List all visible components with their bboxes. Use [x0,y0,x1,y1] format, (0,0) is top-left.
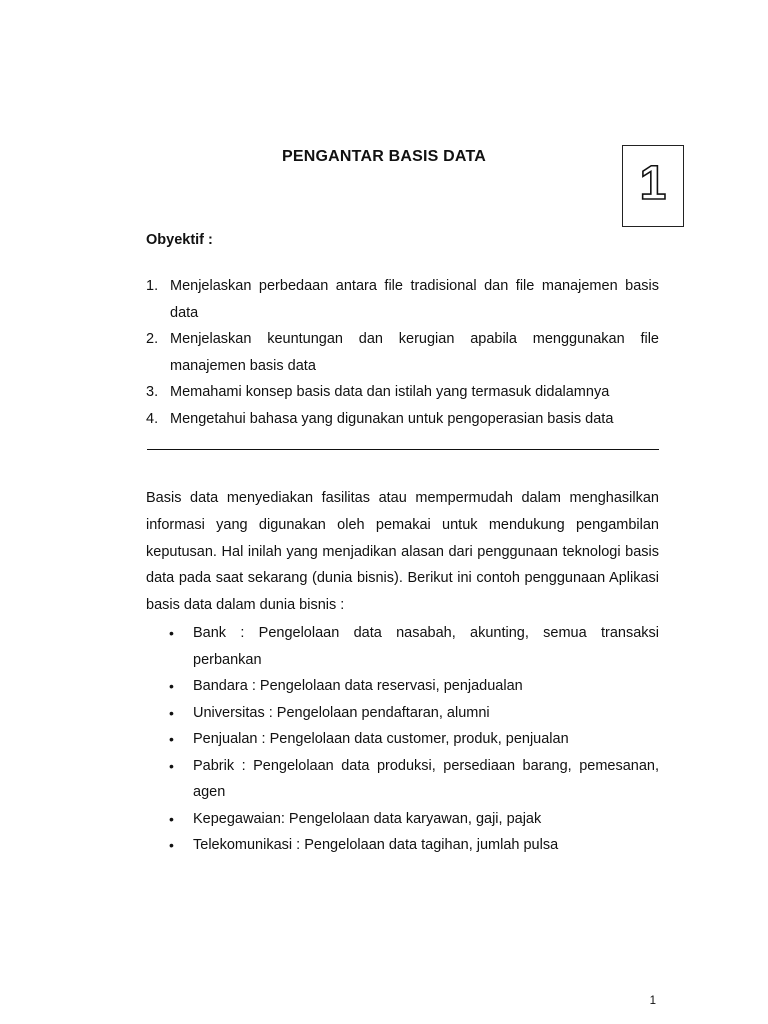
section-divider [147,449,659,450]
example-item [169,753,659,806]
bullet-icon: • [169,837,174,853]
objective-heading: Obyektif : [146,232,213,248]
objective-number: 4. [146,410,159,427]
example-item [169,673,659,700]
chapter-number: 1 [639,157,667,210]
example-item [169,832,659,859]
bullet-icon: • [169,757,174,774]
objective-item [146,326,659,379]
objective-number: 2. [146,331,159,347]
objective-text: Mengetahui bahasa yang digunakan untuk pengoperasian basis data [170,410,614,427]
bullet-icon: • [169,810,174,827]
example-text: Bank : Pengelolaan data nasabah, akunting, semua transaksi perbankan [193,625,659,668]
objective-text: Menjelaskan perbedaan antara file tradisional dan file manajemen basis data [170,278,659,321]
bullet-icon: • [169,704,174,721]
page-title: PENGANTAR BASIS DATA [282,148,486,165]
example-item [169,620,659,673]
intro-paragraph: Basis data menyediakan fasilitas atau mempermudah dalam menghasilkan informasi yang digunakan oleh pemakai untuk mendukung pengambilan keputusan. Hal inilah yang menjadikan alasan dari penggunaan teknologi basis data pada saat sekarang (dunia bisnis). Berikut ini contoh penggunaan Aplikasi basis data dalam dunia bisnis : [146,490,659,614]
example-text: Kepegawaian: Pengelolaan data karyawan, gaji, pajak [193,810,542,827]
example-item [169,700,659,727]
example-text: Penjualan : Pengelolaan data customer, produk, penjualan [193,731,569,747]
bullet-icon: • [169,731,174,747]
example-text: Universitas : Pengelolaan pendaftaran, alumni [193,704,490,721]
examples-list [169,620,659,859]
page-number: 1 [649,995,656,1007]
objective-item [146,379,659,406]
example-text: Pabrik : Pengelolaan data produksi, persediaan barang, pemesanan, agen [193,757,659,800]
objective-number: 1. [146,278,159,294]
bullet-icon: • [169,625,174,641]
example-text: Telekomunikasi : Pengelolaan data tagihan, jumlah pulsa [193,837,559,853]
objective-number: 3. [146,384,159,400]
objective-text: Menjelaskan keuntungan dan kerugian apabila menggunakan file manajemen basis data [170,331,659,374]
objective-item [146,406,659,433]
objective-item [146,273,659,326]
example-item [169,726,659,753]
objectives-list [146,273,659,432]
objective-text: Memahami konsep basis data dan istilah yang termasuk didalamnya [170,384,610,400]
chapter-number-box [622,145,684,227]
example-text: Bandara : Pengelolaan data reservasi, penjadualan [193,678,523,694]
example-item [169,806,659,833]
bullet-icon: • [169,678,174,694]
